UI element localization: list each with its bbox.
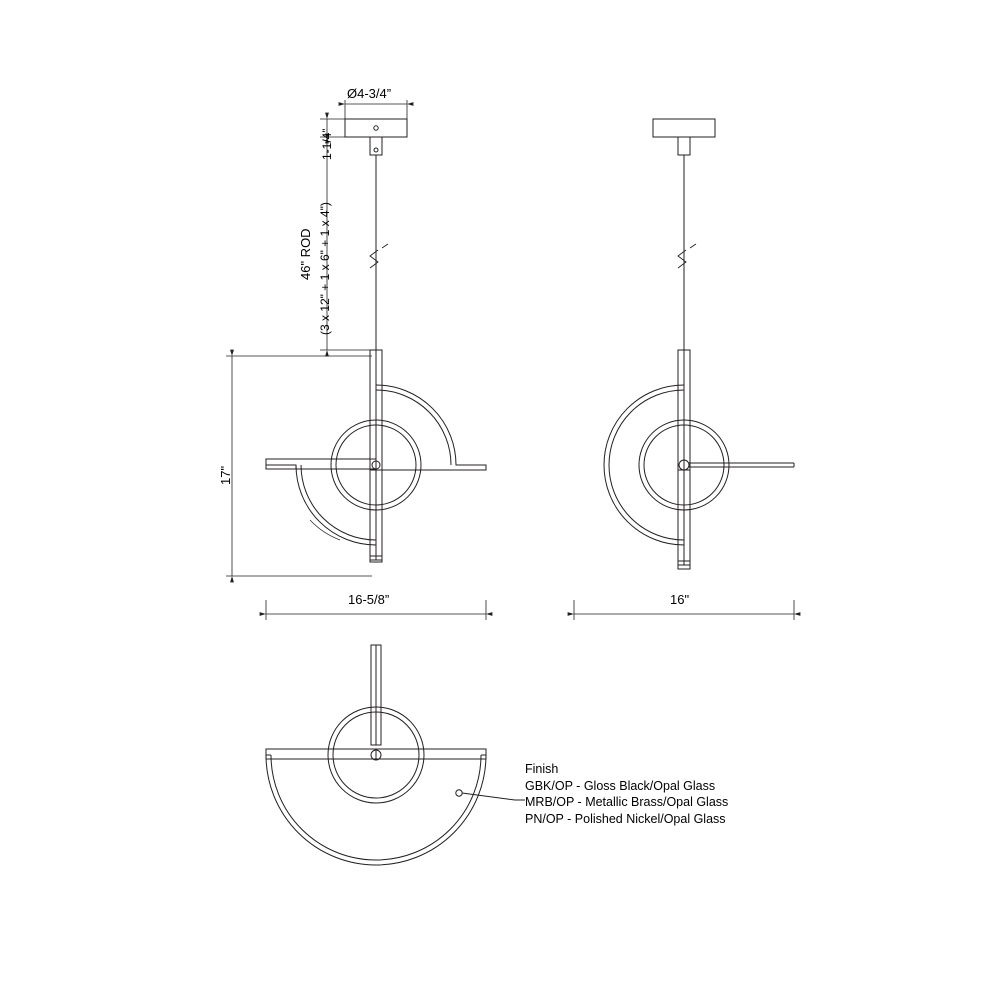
finish-option-gbk: GBK/OP - Gloss Black/Opal Glass [525,778,716,793]
side-elevation-view [604,119,794,569]
overall-height-label: 17" [218,465,233,485]
side-width-label: 16" [670,592,690,607]
bottom-view [266,645,525,865]
finish-option-mrb: MRB/OP - Metallic Brass/Opal Glass [525,795,729,809]
rod-length-label-line1: 46" ROD [298,228,313,280]
finish-option-pn: PN/OP - Polished Nickel/Opal Glass [525,811,726,826]
rod-length-label-line2: (3 x 12" + 1 x 6" + 1 x 4") [318,202,332,335]
front-width-label: 16-5/8” [348,592,390,607]
finish-heading: Finish [525,762,559,776]
finish-notes [525,761,728,827]
front-elevation-view [266,119,486,562]
canopy-diameter-label: Ø4-3/4” [347,86,392,101]
canopy-height-label: 1-1/4” [320,128,334,160]
